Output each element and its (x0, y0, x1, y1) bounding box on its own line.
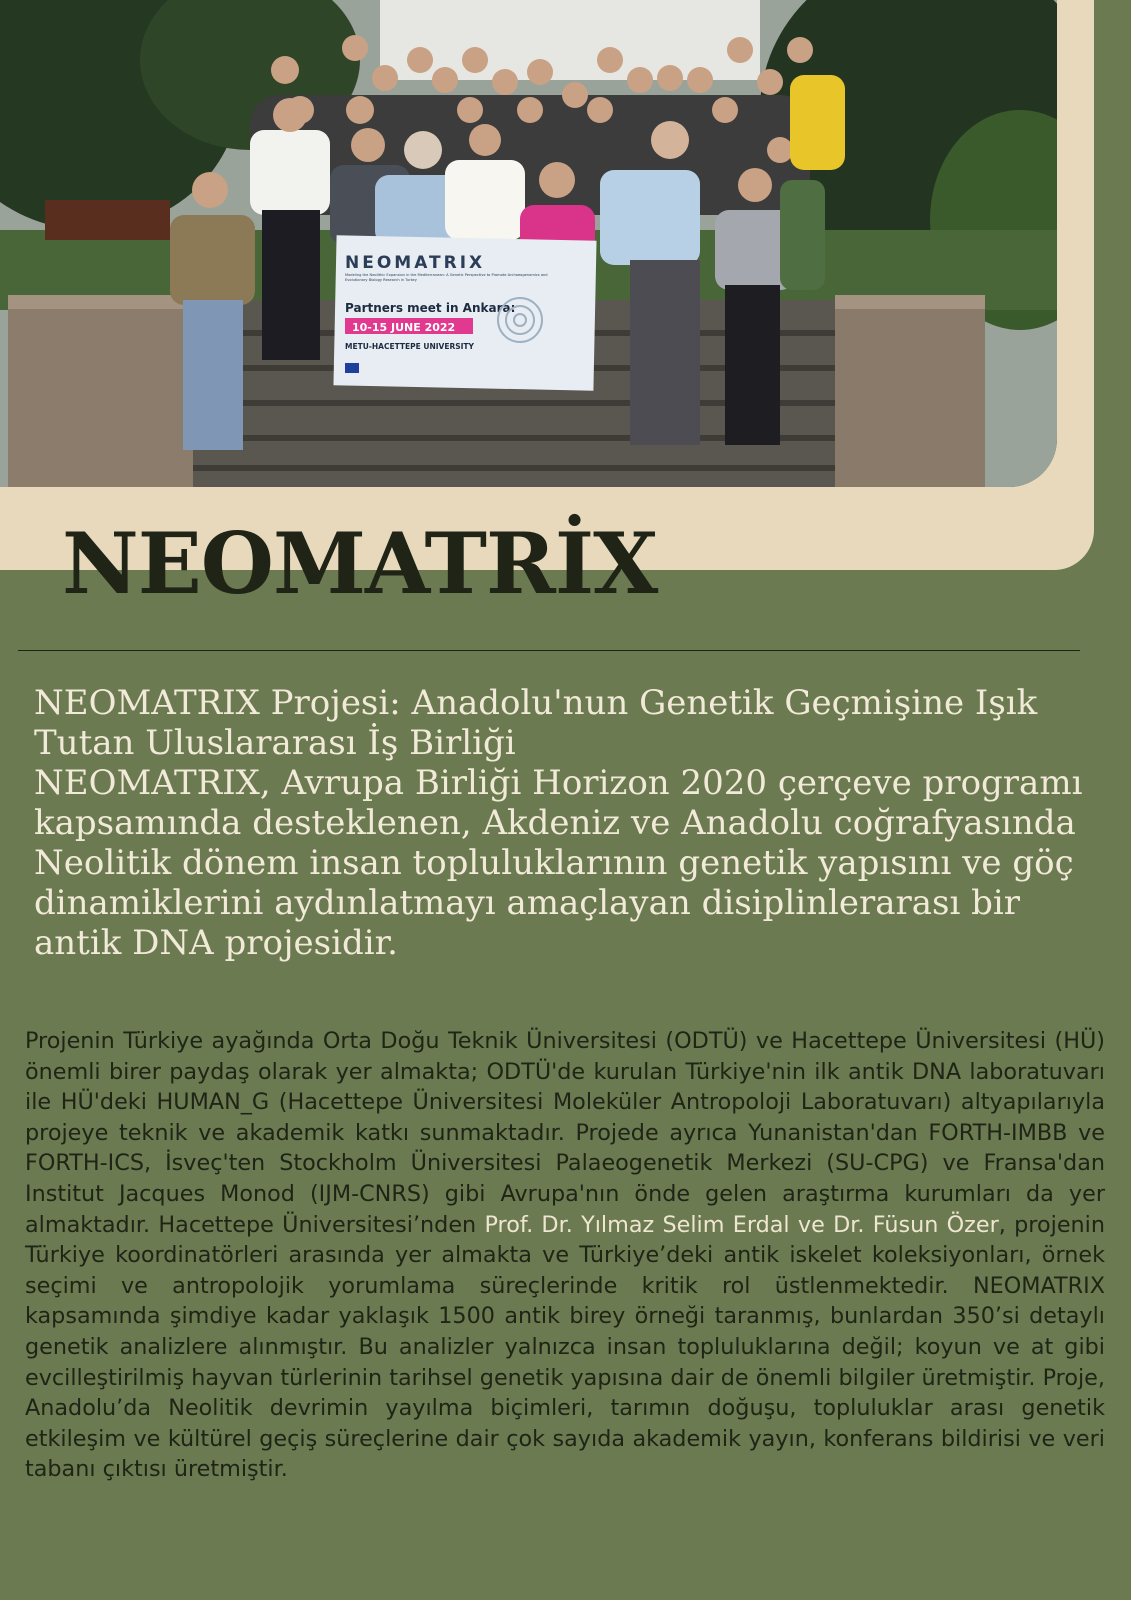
banner-logo: NEOMATRIX (345, 253, 486, 273)
intro-summary: NEOMATRIX, Avrupa Birliği Horizon 2020 çerçeve programı kapsamında desteklenen, Akdeniz ve Anadolu coğrafyasında Neolitik dönem insan topluluklarının genetik yapısını ve göç dinamiklerini aydınlatmayı amaçlayan disiplinlerarası bir antik DNA projesidir. (34, 763, 1083, 963)
group-photo (0, 0, 1057, 487)
intro-heading: NEOMATRIX Projesi: Anadolu'nun Genetik Geçmişine Işık Tutan Uluslararası İş Birliği (34, 683, 1038, 763)
body-part-2: , projenin Türkiye koordinatörleri arasında yer almakta ve Türkiye’deki antik iskelet koleksiyonları, örnek seçimi ve antropolojik yorumlama süreçlerinde kritik rol üstlenmektedir. NEOMATRIX kapsamında şimdiye kadar yaklaşık 1500 antik birey örneği taranmış, bunlardan 350’si detaylı genetik analizlere alınmıştır. Bu analizler yalnızca insan topluluklarına değil; koyun ve at gibi evcilleştirilmiş hayvan türlerinin tarihsel genetik yapısına dair de önemli bilgiler üretmiştir. Proje, Anadolu’da Neolitik devrimin yayılma biçimleri, tarımın doğuşu, topluluklar arası genetik etkileşim ve kültürel geçiş süreçlerine dair çok sayıda akademik yayın, konferans bildirisi ve veri tabanı çıktısı üretmiştir. (25, 1211, 1105, 1483)
stone-wall-right (835, 295, 985, 487)
banner-dates: 10-15 JUNE 2022 (352, 321, 456, 334)
eu-flag-icon (345, 363, 359, 373)
banner-headline: Partners meet in Ankara: (345, 301, 516, 315)
coordinator-names: Prof. Dr. Yılmaz Selim Erdal ve Dr. Füsun Özer (484, 1211, 999, 1238)
project-banner (333, 235, 596, 390)
body-part-1: Projenin Türkiye ayağında Orta Doğu Teknik Üniversitesi (ODTÜ) ve Hacettepe Üniversitesi (HÜ) önemli birer paydaş olarak yer almakta; ODTÜ'de kurulan Türkiye'nin ilk antik DNA laboratuvarı ile HÜ'deki HUMAN_G (Hacettepe Üniversitesi Moleküler Antropoloji Laboratuvarı) altyapılarıyla projeye teknik ve akademik katkı sunmaktadır. Projede ayrıca Yunanistan'dan FORTH-IMBB ve FORTH-ICS, İsveç'ten Stockholm Üniversitesi Palaeogenetik Merkezi (SU-CPG) ve Fransa'dan Institut Jacques Monod (IJM-CNRS) gibi Avrupa'nın önde gelen araştırma kurumları da yer almaktadır. Hacettepe Üniversitesi’nden (25, 1028, 1105, 1238)
banner-subtitle: Modeling the Neolithic Expansion in the Mediterranean: A Genetic Perspective to Promote Archaeogenomics and Evolutionary Biology Research in Turkey (345, 273, 548, 282)
stone-wall-left (8, 295, 193, 487)
banner-venue: METU-HACETTEPE UNIVERSITY (345, 342, 474, 351)
divider (18, 650, 1080, 651)
body-text (25, 1026, 1105, 1485)
page-title: NEOMATRİX (62, 514, 658, 613)
intro-section (34, 683, 1084, 963)
bench (45, 200, 170, 240)
group-photo-illustration (0, 0, 1057, 487)
